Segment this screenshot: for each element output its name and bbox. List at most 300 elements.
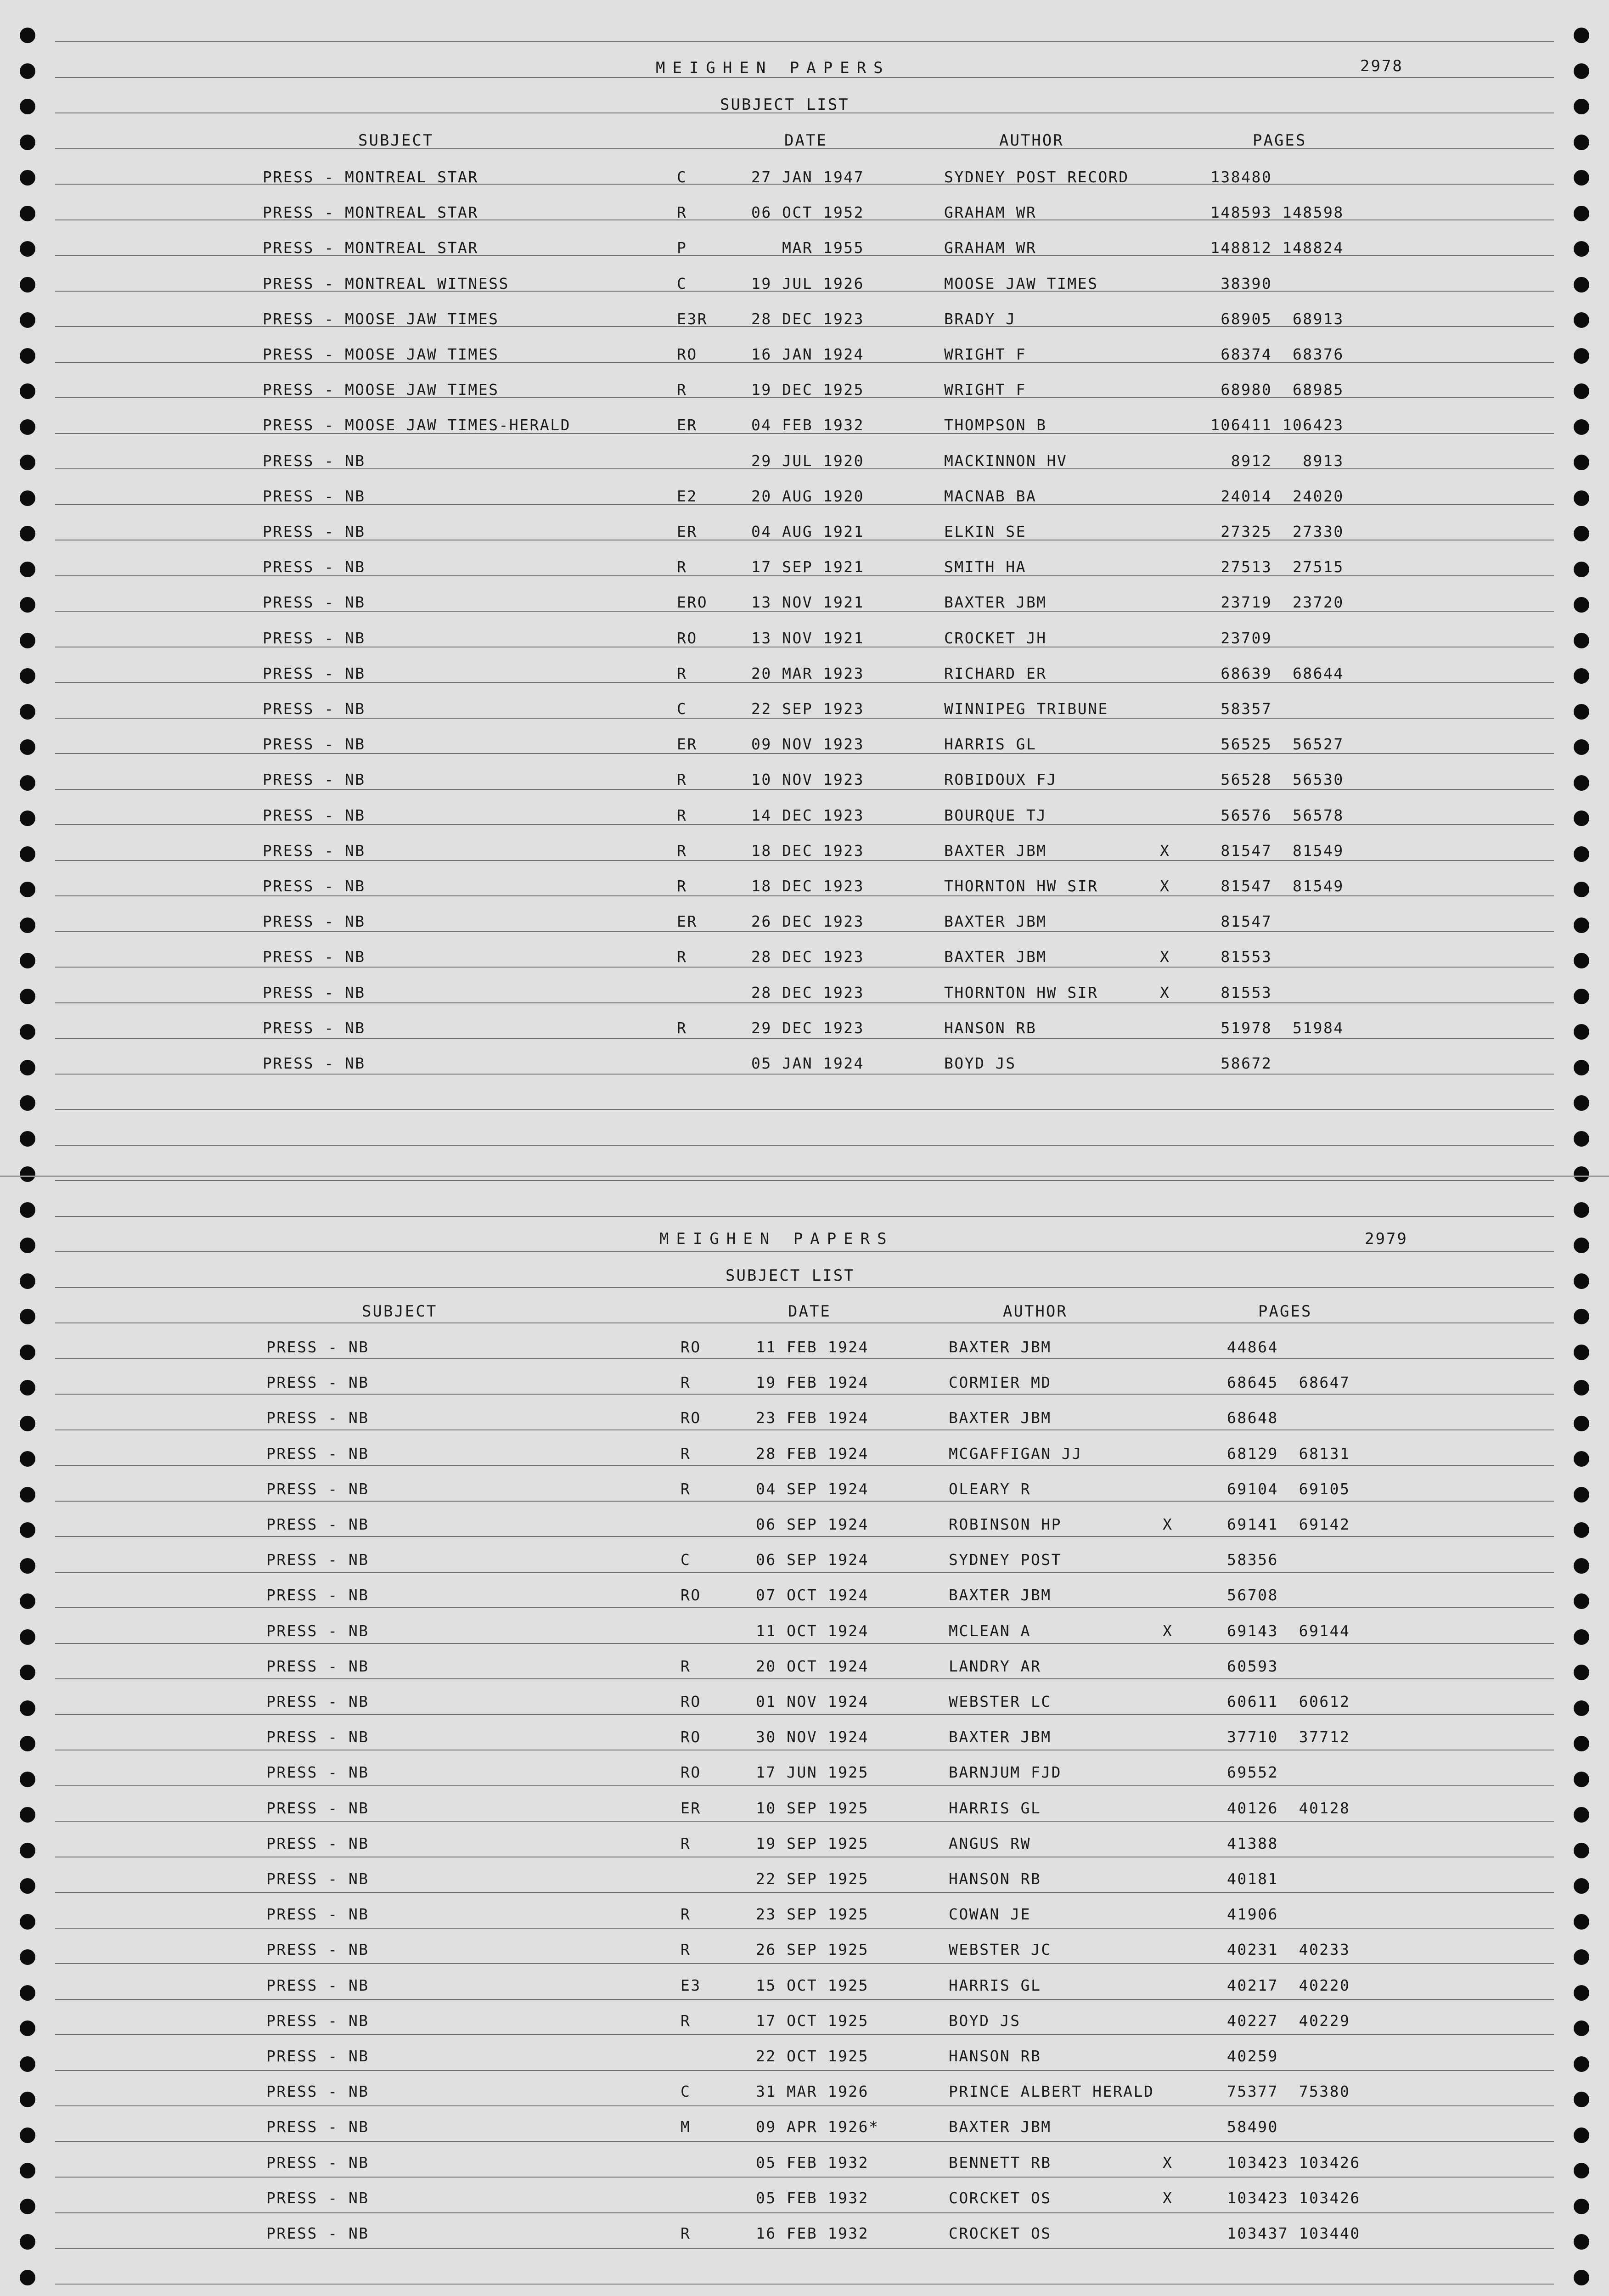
- sprocket-hole: [20, 1914, 35, 1930]
- cell-code: C: [681, 2082, 691, 2100]
- sprocket-hole: [20, 1451, 35, 1467]
- cell-author: MOOSE JAW TIMES: [944, 275, 1098, 293]
- cell-author: WRIGHT F: [944, 381, 1026, 399]
- sprocket-hole: [1574, 170, 1589, 186]
- cell-date: 13 NOV 1921: [751, 593, 865, 611]
- cell-author: SYDNEY POST RECORD: [944, 168, 1129, 186]
- cell-date: 17 JUN 1925: [756, 1763, 869, 1781]
- sprocket-hole: [1574, 2056, 1589, 2072]
- cell-subject: PRESS - NB: [263, 877, 366, 895]
- cell-pages: 40126 40128: [1227, 1799, 1350, 1817]
- cell-mark: X: [1160, 984, 1170, 1002]
- sprocket-hole: [20, 917, 35, 933]
- header-subject: SUBJECT: [362, 1302, 438, 1321]
- cell-subject: PRESS - NB: [263, 735, 366, 753]
- cell-author: BRADY J: [944, 310, 1016, 328]
- sprocket-hole: [1574, 1060, 1589, 1075]
- cell-subject: PRESS - NB: [263, 452, 366, 470]
- ruled-line: [55, 1572, 1554, 1573]
- cell-date: 28 FEB 1924: [756, 1445, 869, 1463]
- cell-subject: PRESS - NB: [266, 1941, 369, 1958]
- cell-author: CROCKET OS: [949, 2224, 1052, 2242]
- sprocket-hole: [1574, 1736, 1589, 1751]
- cell-pages: 40259: [1227, 2047, 1278, 2065]
- cell-subject: PRESS - NB: [263, 664, 366, 682]
- cell-date: 11 FEB 1924: [756, 1338, 869, 1356]
- cell-code: ER: [677, 416, 698, 434]
- ruled-line: [55, 1536, 1554, 1537]
- cell-author: WEBSTER JC: [949, 1941, 1052, 1958]
- sprocket-hole: [20, 633, 35, 648]
- cell-date: 17 OCT 1925: [756, 2012, 869, 2030]
- cell-code: C: [677, 700, 687, 718]
- header-pages: PAGES: [1258, 1302, 1312, 1321]
- sprocket-hole: [1574, 1166, 1589, 1182]
- ruled-line: [55, 1714, 1554, 1715]
- cell-date: 18 DEC 1923: [751, 842, 865, 860]
- sprocket-hole: [1574, 135, 1589, 150]
- ruled-line: [55, 1394, 1554, 1395]
- sprocket-hole: [20, 562, 35, 577]
- sprocket-hole: [1574, 455, 1589, 470]
- sprocket-hole: [1574, 2270, 1589, 2285]
- sprocket-hole: [20, 1095, 35, 1111]
- cell-date: MAR 1955: [751, 239, 865, 257]
- cell-code: RO: [677, 345, 698, 363]
- sprocket-hole: [1574, 28, 1589, 43]
- cell-date: 01 NOV 1924: [756, 1693, 869, 1711]
- sprocket-hole: [1574, 1095, 1589, 1111]
- sprocket-hole: [20, 1202, 35, 1218]
- sprocket-hole: [1574, 1202, 1589, 1218]
- cell-subject: PRESS - NB: [263, 1019, 366, 1037]
- cell-mark: X: [1163, 2154, 1173, 2172]
- ruled-line: [55, 2141, 1554, 2142]
- cell-author: BAXTER JBM: [949, 1409, 1052, 1427]
- cell-subject: PRESS - NB: [263, 1054, 366, 1072]
- cell-date: 27 JAN 1947: [751, 168, 865, 186]
- cell-date: 06 OCT 1952: [751, 203, 865, 221]
- cell-author: WRIGHT F: [944, 345, 1026, 363]
- cell-code: C: [681, 1551, 691, 1569]
- cell-code: R: [677, 203, 687, 221]
- cell-pages: 37710 37712: [1227, 1728, 1350, 1746]
- cell-author: BARNJUM FJD: [949, 1763, 1062, 1781]
- sprocket-hole: [20, 1380, 35, 1396]
- ruled-line: [55, 1928, 1554, 1929]
- cell-date: 04 FEB 1932: [751, 416, 865, 434]
- cell-code: ERO: [677, 593, 708, 611]
- ruled-line: [55, 1358, 1554, 1359]
- header-author: AUTHOR: [999, 131, 1064, 150]
- cell-date: 28 DEC 1923: [751, 310, 865, 328]
- sprocket-hole: [20, 846, 35, 862]
- sprocket-hole: [1574, 2234, 1589, 2250]
- cell-subject: PRESS - MONTREAL STAR: [263, 168, 478, 186]
- cell-subject: PRESS - NB: [266, 1373, 369, 1391]
- cell-author: HANSON RB: [949, 2047, 1041, 2065]
- ruled-line: [55, 2177, 1554, 2178]
- cell-code: ER: [677, 735, 698, 753]
- cell-author: ANGUS RW: [949, 1835, 1031, 1852]
- cell-pages: 8912 8913: [1210, 452, 1344, 470]
- ruled-line: [55, 1429, 1554, 1430]
- cell-subject: PRESS - NB: [266, 1870, 369, 1888]
- cell-mark: X: [1160, 842, 1170, 860]
- sprocket-hole: [20, 490, 35, 506]
- sprocket-hole: [20, 1772, 35, 1787]
- sprocket-hole: [1574, 2092, 1589, 2107]
- sprocket-hole: [1574, 739, 1589, 755]
- cell-pages: 58356: [1227, 1551, 1278, 1569]
- sprocket-hole: [1574, 810, 1589, 826]
- cell-author: RICHARD ER: [944, 664, 1047, 682]
- sprocket-hole: [1574, 1665, 1589, 1680]
- cell-date: 15 OCT 1925: [756, 1976, 869, 1994]
- cell-subject: PRESS - NB: [266, 1799, 369, 1817]
- cell-code: R: [677, 1019, 687, 1037]
- cell-pages: 27513 27515: [1210, 558, 1344, 576]
- cell-code: R: [681, 1835, 691, 1852]
- cell-pages: 23709: [1210, 629, 1272, 647]
- ruled-line: [55, 1038, 1554, 1039]
- sprocket-hole: [20, 2056, 35, 2072]
- cell-pages: 58357: [1210, 700, 1272, 718]
- ruled-line: [55, 1180, 1554, 1181]
- cell-subject: PRESS - NB: [266, 1693, 369, 1711]
- header-pages: PAGES: [1253, 131, 1307, 150]
- cell-subject: PRESS - NB: [266, 1905, 369, 1923]
- sprocket-hole: [20, 28, 35, 43]
- cell-pages: 44864: [1227, 1338, 1278, 1356]
- cell-author: THORNTON HW SIR: [944, 877, 1098, 895]
- sprocket-hole: [1574, 1629, 1589, 1645]
- sprocket-hole: [20, 1807, 35, 1823]
- cell-pages: 56525 56527: [1210, 735, 1344, 753]
- sprocket-hole: [1574, 1451, 1589, 1467]
- ruled-line: [55, 1216, 1554, 1217]
- cell-code: R: [677, 842, 687, 860]
- cell-author: HANSON RB: [949, 1870, 1041, 1888]
- cell-pages: 103437 103440: [1227, 2224, 1361, 2242]
- cell-pages: 23719 23720: [1210, 593, 1344, 611]
- sprocket-hole: [1574, 241, 1589, 257]
- cell-subject: PRESS - NB: [266, 1657, 369, 1675]
- cell-author: ROBIDOUX FJ: [944, 771, 1058, 788]
- cell-date: 05 JAN 1924: [751, 1054, 865, 1072]
- cell-subject: PRESS - NB: [266, 1835, 369, 1852]
- cell-code: R: [681, 2012, 691, 2030]
- cell-author: MACNAB BA: [944, 487, 1037, 505]
- cell-pages: 60593: [1227, 1657, 1278, 1675]
- sprocket-hole: [20, 739, 35, 755]
- cell-subject: PRESS - NB: [263, 984, 366, 1002]
- cell-author: MCGAFFIGAN JJ: [949, 1445, 1082, 1463]
- cell-pages: 56576 56578: [1210, 806, 1344, 824]
- cell-subject: PRESS - NB: [266, 2012, 369, 2030]
- sprocket-hole: [1574, 1843, 1589, 1858]
- sprocket-hole: [20, 99, 35, 114]
- sprocket-hole: [20, 170, 35, 186]
- ruled-line: [55, 1074, 1554, 1075]
- sprocket-hole: [1574, 704, 1589, 720]
- ruled-line: [55, 967, 1554, 968]
- cell-subject: PRESS - NB: [263, 842, 366, 860]
- sprocket-hole: [20, 277, 35, 293]
- cell-code: E3R: [677, 310, 708, 328]
- cell-subject: PRESS - NB: [263, 487, 366, 505]
- cell-subject: PRESS - NB: [266, 2189, 369, 2207]
- cell-date: 29 JUL 1920: [751, 452, 865, 470]
- sprocket-hole: [20, 1700, 35, 1716]
- cell-subject: PRESS - NB: [266, 2118, 369, 2136]
- cell-author: CORCKET OS: [949, 2189, 1052, 2207]
- sprocket-hole: [1574, 1878, 1589, 1894]
- cell-pages: 68374 68376: [1210, 345, 1344, 363]
- ruled-line: [55, 1678, 1554, 1679]
- cell-date: 26 DEC 1923: [751, 912, 865, 930]
- cell-date: 22 SEP 1925: [756, 1870, 869, 1888]
- ruled-line: [55, 2105, 1554, 2106]
- cell-date: 30 NOV 1924: [756, 1728, 869, 1746]
- cell-author: HARRIS GL: [944, 735, 1037, 753]
- cell-subject: PRESS - NB: [266, 2154, 369, 2172]
- cell-code: R: [677, 558, 687, 576]
- cell-code: R: [677, 877, 687, 895]
- cell-subject: PRESS - NB: [266, 1763, 369, 1781]
- cell-author: GRAHAM WR: [944, 239, 1037, 257]
- cell-date: 17 SEP 1921: [751, 558, 865, 576]
- cell-code: RO: [681, 1693, 701, 1711]
- cell-code: M: [681, 2118, 691, 2136]
- sprocket-hole: [1574, 1949, 1589, 1965]
- cell-date: 09 NOV 1923: [751, 735, 865, 753]
- cell-subject: PRESS - NB: [263, 700, 366, 718]
- cell-author: BOURQUE TJ: [944, 806, 1047, 824]
- cell-author: HARRIS GL: [949, 1799, 1041, 1817]
- cell-code: R: [681, 1941, 691, 1958]
- cell-code: ER: [677, 912, 698, 930]
- sprocket-hole: [20, 2163, 35, 2178]
- sprocket-hole: [1574, 490, 1589, 506]
- cell-pages: 148593 148598: [1210, 203, 1344, 221]
- cell-code: R: [681, 1657, 691, 1675]
- sprocket-hole: [1574, 419, 1589, 435]
- page-number: 2978: [1360, 57, 1403, 75]
- sprocket-hole: [20, 419, 35, 435]
- ruled-line: [55, 931, 1554, 932]
- ruled-line: [55, 1501, 1554, 1502]
- page-number: 2979: [1365, 1230, 1408, 1248]
- cell-date: 28 DEC 1923: [751, 948, 865, 966]
- cell-author: BAXTER JBM: [944, 912, 1047, 930]
- cell-author: BOYD JS: [944, 1054, 1016, 1072]
- cell-author: MACKINNON HV: [944, 452, 1068, 470]
- cell-subject: PRESS - NB: [266, 1409, 369, 1427]
- cell-pages: 148812 148824: [1210, 239, 1344, 257]
- ruled-line: [55, 1821, 1554, 1822]
- cell-pages: 40231 40233: [1227, 1941, 1350, 1958]
- cell-code: R: [677, 771, 687, 788]
- sprocket-hole: [20, 383, 35, 399]
- cell-author: BENNETT RB: [949, 2154, 1052, 2172]
- cell-pages: 68905 68913: [1210, 310, 1344, 328]
- cell-mark: X: [1160, 877, 1170, 895]
- sprocket-hole: [1574, 2199, 1589, 2214]
- cell-date: 06 SEP 1924: [756, 1551, 869, 1569]
- cell-date: 16 FEB 1932: [756, 2224, 869, 2242]
- cell-subject: PRESS - NB: [263, 558, 366, 576]
- cell-date: 10 NOV 1923: [751, 771, 865, 788]
- sprocket-hole: [20, 668, 35, 684]
- cell-subject: PRESS - MOOSE JAW TIMES: [263, 345, 499, 363]
- sprocket-hole: [20, 810, 35, 826]
- sprocket-hole: [1574, 633, 1589, 648]
- cell-author: BAXTER JBM: [949, 1728, 1052, 1746]
- cell-date: 04 SEP 1924: [756, 1480, 869, 1498]
- cell-date: 19 FEB 1924: [756, 1373, 869, 1391]
- sprocket-hole: [20, 989, 35, 1004]
- cell-pages: 81553: [1210, 984, 1272, 1002]
- sprocket-hole: [20, 1665, 35, 1680]
- sprocket-hole: [1574, 1238, 1589, 1253]
- cell-code: E2: [677, 487, 698, 505]
- sprocket-hole: [1574, 383, 1589, 399]
- sprocket-hole: [20, 775, 35, 791]
- cell-author: WEBSTER LC: [949, 1693, 1052, 1711]
- cell-subject: PRESS - MOOSE JAW TIMES: [263, 310, 499, 328]
- ruled-line: [55, 1963, 1554, 1964]
- cell-author: PRINCE ALBERT HERALD: [949, 2082, 1154, 2100]
- cell-subject: PRESS - NB: [263, 593, 366, 611]
- cell-date: 14 DEC 1923: [751, 806, 865, 824]
- sprocket-hole: [20, 1985, 35, 2001]
- cell-code: R: [681, 2224, 691, 2242]
- sprocket-hole: [1574, 882, 1589, 897]
- cell-date: 20 AUG 1920: [751, 487, 865, 505]
- cell-subject: PRESS - MONTREAL STAR: [263, 203, 478, 221]
- cell-code: ER: [681, 1799, 701, 1817]
- sprocket-hole: [20, 953, 35, 968]
- ruled-line: [55, 2284, 1554, 2285]
- sprocket-hole: [1574, 668, 1589, 684]
- list-title: SUBJECT LIST: [726, 1266, 855, 1285]
- cell-subject: PRESS - NB: [266, 2224, 369, 2242]
- cell-subject: PRESS - MOOSE JAW TIMES: [263, 381, 499, 399]
- cell-subject: PRESS - NB: [263, 948, 366, 966]
- cell-date: 20 OCT 1924: [756, 1657, 869, 1675]
- cell-date: 10 SEP 1925: [756, 1799, 869, 1817]
- cell-author: CORMIER MD: [949, 1373, 1052, 1391]
- cell-pages: 27325 27330: [1210, 523, 1344, 540]
- cell-code: R: [677, 948, 687, 966]
- sprocket-hole: [1574, 1273, 1589, 1289]
- cell-date: 29 DEC 1923: [751, 1019, 865, 1037]
- cell-code: ER: [677, 523, 698, 540]
- cell-author: SYDNEY POST: [949, 1551, 1062, 1569]
- cell-pages: 58490: [1227, 2118, 1278, 2136]
- cell-subject: PRESS - NB: [266, 1728, 369, 1746]
- cell-pages: 41906: [1227, 1905, 1278, 1923]
- header-date: DATE: [788, 1302, 831, 1321]
- cell-date: 05 FEB 1932: [756, 2154, 869, 2172]
- ruled-line: [55, 1607, 1554, 1608]
- cell-code: RO: [681, 1763, 701, 1781]
- ruled-line: [55, 1322, 1554, 1323]
- header-date: DATE: [784, 131, 827, 150]
- cell-code: R: [681, 1480, 691, 1498]
- sprocket-hole: [1574, 1522, 1589, 1538]
- sprocket-hole: [20, 2199, 35, 2214]
- sprocket-hole: [20, 135, 35, 150]
- cell-date: 23 FEB 1924: [756, 1409, 869, 1427]
- left-tractor-feed-strip: [9, 0, 46, 2296]
- cell-date: 26 SEP 1925: [756, 1941, 869, 1958]
- cell-code: RO: [681, 1409, 701, 1427]
- cell-author: OLEARY R: [949, 1480, 1031, 1498]
- ruled-line: [55, 2034, 1554, 2035]
- sprocket-hole: [1574, 1416, 1589, 1431]
- cell-code: RO: [681, 1338, 701, 1356]
- sprocket-hole: [1574, 1985, 1589, 2001]
- sprocket-hole: [1574, 1593, 1589, 1609]
- sprocket-hole: [1574, 2127, 1589, 2143]
- cell-author: CROCKET JH: [944, 629, 1047, 647]
- cell-code: RO: [681, 1728, 701, 1746]
- ruled-line: [55, 1109, 1554, 1110]
- sprocket-hole: [20, 2270, 35, 2285]
- sprocket-hole: [1574, 63, 1589, 79]
- sprocket-hole: [20, 1843, 35, 1858]
- cell-code: R: [677, 381, 687, 399]
- cell-date: 11 OCT 1924: [756, 1622, 869, 1640]
- cell-author: ROBINSON HP: [949, 1515, 1062, 1533]
- sprocket-hole: [20, 1487, 35, 1503]
- cell-author: BOYD JS: [949, 2012, 1021, 2030]
- sprocket-hole: [1574, 1700, 1589, 1716]
- ruled-line: [55, 2248, 1554, 2249]
- cell-date: 22 OCT 1925: [756, 2047, 869, 2065]
- cell-author: SMITH HA: [944, 558, 1026, 576]
- cell-code: R: [677, 806, 687, 824]
- cell-subject: PRESS - MONTREAL STAR: [263, 239, 478, 257]
- sprocket-hole: [1574, 277, 1589, 293]
- cell-pages: 60611 60612: [1227, 1693, 1350, 1711]
- sprocket-hole: [20, 241, 35, 257]
- ruled-line: [55, 1643, 1554, 1644]
- sprocket-hole: [1574, 1309, 1589, 1324]
- sprocket-hole: [20, 206, 35, 221]
- cell-date: 22 SEP 1923: [751, 700, 865, 718]
- sprocket-hole: [20, 882, 35, 897]
- cell-pages: 56528 56530: [1210, 771, 1344, 788]
- cell-code: R: [677, 664, 687, 682]
- cell-date: 31 MAR 1926: [756, 2082, 869, 2100]
- cell-pages: 58672: [1210, 1054, 1272, 1072]
- cell-mark: X: [1160, 948, 1170, 966]
- cell-code: R: [681, 1905, 691, 1923]
- cell-pages: 68129 68131: [1227, 1445, 1350, 1463]
- cell-pages: 75377 75380: [1227, 2082, 1350, 2100]
- cell-code: C: [677, 168, 687, 186]
- cell-author: MCLEAN A: [949, 1622, 1031, 1640]
- cell-subject: PRESS - NB: [263, 629, 366, 647]
- cell-pages: 103423 103426: [1227, 2189, 1361, 2207]
- cell-pages: 38390: [1210, 275, 1272, 293]
- right-tractor-feed-strip: [1563, 0, 1600, 2296]
- header-subject: SUBJECT: [358, 131, 434, 150]
- cell-pages: 51978 51984: [1210, 1019, 1344, 1037]
